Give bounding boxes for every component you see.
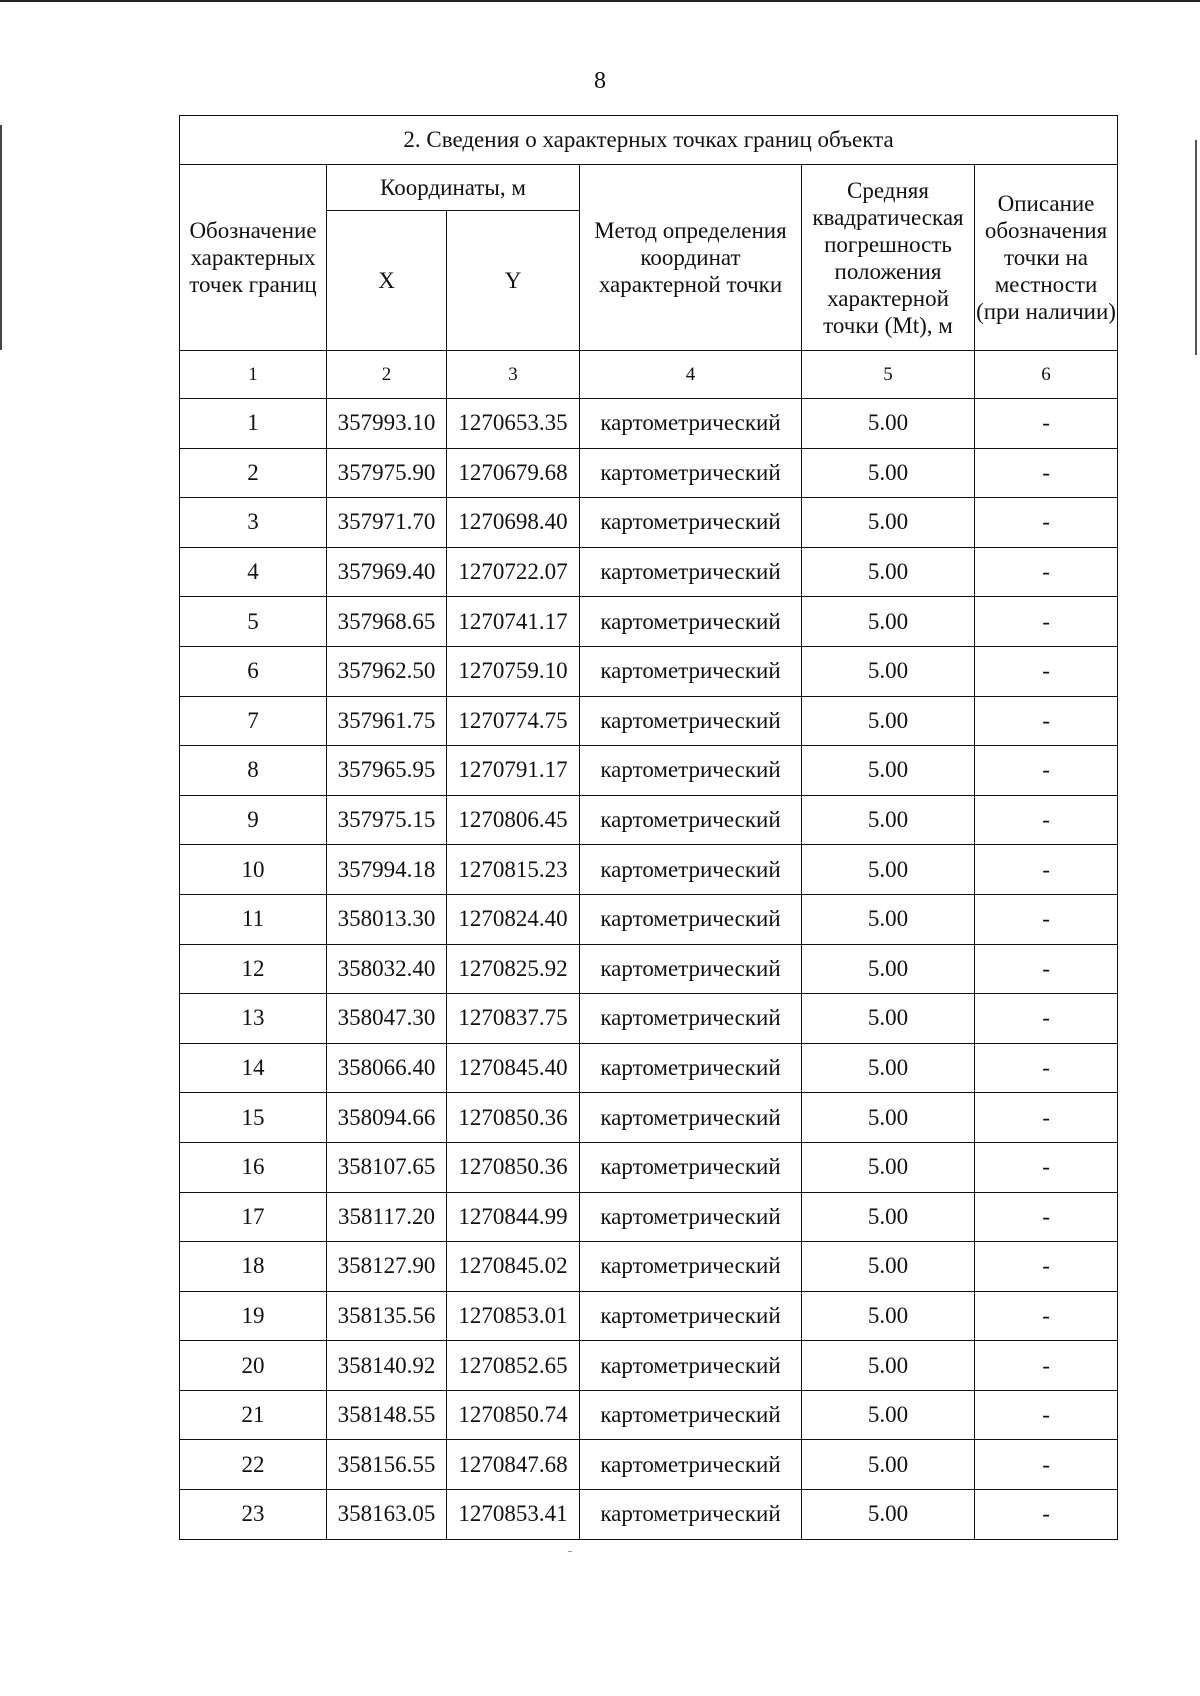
cell-description: -	[975, 845, 1118, 895]
cell-point-number: 19	[180, 1291, 327, 1341]
table-row	[180, 696, 1118, 746]
cell-method: картометрический	[580, 994, 802, 1044]
cell-mt: 5.00	[802, 1043, 975, 1093]
cell-description: -	[975, 894, 1118, 944]
cell-point-number: 22	[180, 1440, 327, 1490]
cell-mt: 5.00	[802, 1142, 975, 1192]
cell-mt: 5.00	[802, 1242, 975, 1292]
cell-y: 1270852.65	[447, 1341, 580, 1391]
cell-x: 358047.30	[327, 994, 447, 1044]
table-row	[180, 1093, 1118, 1143]
cell-x: 358094.66	[327, 1093, 447, 1143]
cell-x: 358127.90	[327, 1242, 447, 1292]
cell-x: 357969.40	[327, 547, 447, 597]
cell-point-number: 6	[180, 646, 327, 696]
cell-y: 1270824.40	[447, 894, 580, 944]
column-number: 2	[327, 351, 447, 399]
cell-mt: 5.00	[802, 547, 975, 597]
cell-point-number: 14	[180, 1043, 327, 1093]
cell-description: -	[975, 696, 1118, 746]
cell-mt: 5.00	[802, 1341, 975, 1391]
cell-point-number: 18	[180, 1242, 327, 1292]
cell-method: картометрический	[580, 944, 802, 994]
cell-x: 358032.40	[327, 944, 447, 994]
cell-point-number: 11	[180, 894, 327, 944]
cell-description: -	[975, 1291, 1118, 1341]
table-row	[180, 1192, 1118, 1242]
scan-left-mark	[0, 125, 2, 350]
cell-method: картометрический	[580, 399, 802, 449]
column-number: 3	[447, 351, 580, 399]
cell-method: картометрический	[580, 448, 802, 498]
cell-y: 1270850.74	[447, 1390, 580, 1440]
cell-x: 358140.92	[327, 1341, 447, 1391]
cell-y: 1270853.41	[447, 1490, 580, 1540]
cell-description: -	[975, 1390, 1118, 1440]
cell-description: -	[975, 498, 1118, 548]
cell-description: -	[975, 1440, 1118, 1490]
cell-point-number: 10	[180, 845, 327, 895]
boundary-points-table	[179, 115, 1118, 1540]
cell-method: картометрический	[580, 746, 802, 796]
cell-y: 1270845.02	[447, 1242, 580, 1292]
table-row	[180, 944, 1118, 994]
cell-method: картометрический	[580, 1192, 802, 1242]
cell-method: картометрический	[580, 845, 802, 895]
cell-point-number: 20	[180, 1341, 327, 1391]
cell-x: 358156.55	[327, 1440, 447, 1490]
column-number: 1	[180, 351, 327, 399]
cell-description: -	[975, 399, 1118, 449]
cell-description: -	[975, 646, 1118, 696]
cell-y: 1270653.35	[447, 399, 580, 449]
cell-point-number: 16	[180, 1142, 327, 1192]
cell-mt: 5.00	[802, 894, 975, 944]
cell-description: -	[975, 944, 1118, 994]
cell-y: 1270847.68	[447, 1440, 580, 1490]
cell-method: картометрический	[580, 646, 802, 696]
cell-description: -	[975, 1043, 1118, 1093]
cell-x: 358117.20	[327, 1192, 447, 1242]
scan-right-mark	[1195, 140, 1197, 355]
cell-description: -	[975, 547, 1118, 597]
column-number: 4	[580, 351, 802, 399]
cell-mt: 5.00	[802, 399, 975, 449]
cell-mt: 5.00	[802, 448, 975, 498]
cell-x: 357975.15	[327, 795, 447, 845]
cell-description: -	[975, 746, 1118, 796]
cell-point-number: 23	[180, 1490, 327, 1540]
cell-y: 1270845.40	[447, 1043, 580, 1093]
cell-mt: 5.00	[802, 746, 975, 796]
cell-mt: 5.00	[802, 1440, 975, 1490]
cell-method: картометрический	[580, 795, 802, 845]
cell-mt: 5.00	[802, 845, 975, 895]
table-row	[180, 597, 1118, 647]
cell-description: -	[975, 1093, 1118, 1143]
cell-y: 1270722.07	[447, 547, 580, 597]
cell-y: 1270850.36	[447, 1093, 580, 1143]
cell-y: 1270759.10	[447, 646, 580, 696]
cell-x: 357993.10	[327, 399, 447, 449]
cell-method: картометрический	[580, 1440, 802, 1490]
table-row	[180, 1341, 1118, 1391]
cell-y: 1270825.92	[447, 944, 580, 994]
section-title: 2. Сведения о характерных точках границ объекта	[180, 116, 1118, 165]
cell-description: -	[975, 795, 1118, 845]
cell-x: 357965.95	[327, 746, 447, 796]
cell-point-number: 17	[180, 1192, 327, 1242]
header-error: Средняя квадратическая погрешность положения характерной точки (Mt), м	[802, 165, 975, 351]
header-method: Метод определения координат характерной точки	[580, 165, 802, 351]
header-x: X	[327, 211, 447, 351]
cell-y: 1270837.75	[447, 994, 580, 1044]
cell-x: 357961.75	[327, 696, 447, 746]
cell-description: -	[975, 448, 1118, 498]
header-description: Описание обозначения точки на местности (при наличии)	[975, 165, 1118, 351]
cell-mt: 5.00	[802, 994, 975, 1044]
cell-point-number: 5	[180, 597, 327, 647]
column-number: 5	[802, 351, 975, 399]
table-row	[180, 547, 1118, 597]
cell-point-number: 15	[180, 1093, 327, 1143]
table-row	[180, 1440, 1118, 1490]
cell-point-number: 21	[180, 1390, 327, 1440]
cell-method: картометрический	[580, 894, 802, 944]
cell-mt: 5.00	[802, 795, 975, 845]
cell-point-number: 7	[180, 696, 327, 746]
column-number: 6	[975, 351, 1118, 399]
cell-x: 358135.56	[327, 1291, 447, 1341]
cell-method: картометрический	[580, 597, 802, 647]
cell-point-number: 12	[180, 944, 327, 994]
cell-y: 1270815.23	[447, 845, 580, 895]
cell-mt: 5.00	[802, 1490, 975, 1540]
cell-x: 358107.65	[327, 1142, 447, 1192]
cell-x: 358163.05	[327, 1490, 447, 1540]
table-row	[180, 1390, 1118, 1440]
table-row	[180, 894, 1118, 944]
cell-method: картометрический	[580, 1093, 802, 1143]
cell-method: картометрический	[580, 547, 802, 597]
cell-mt: 5.00	[802, 498, 975, 548]
cell-description: -	[975, 1192, 1118, 1242]
cell-x: 357968.65	[327, 597, 447, 647]
cell-point-number: 4	[180, 547, 327, 597]
cell-y: 1270844.99	[447, 1192, 580, 1242]
cell-y: 1270679.68	[447, 448, 580, 498]
table-row	[180, 845, 1118, 895]
cell-description: -	[975, 1341, 1118, 1391]
cell-x: 357975.90	[327, 448, 447, 498]
table-row	[180, 448, 1118, 498]
table-row	[180, 1490, 1118, 1540]
cell-y: 1270698.40	[447, 498, 580, 548]
cell-method: картометрический	[580, 1291, 802, 1341]
table-row	[180, 1291, 1118, 1341]
cell-description: -	[975, 597, 1118, 647]
cell-y: 1270850.36	[447, 1142, 580, 1192]
cell-y: 1270774.75	[447, 696, 580, 746]
cell-point-number: 1	[180, 399, 327, 449]
page-number: 8	[594, 68, 606, 94]
cell-y: 1270741.17	[447, 597, 580, 647]
cell-mt: 5.00	[802, 1390, 975, 1440]
table-row	[180, 399, 1118, 449]
cell-point-number: 8	[180, 746, 327, 796]
cell-mt: 5.00	[802, 1192, 975, 1242]
column-number-row	[180, 351, 1118, 399]
cell-point-number: 9	[180, 795, 327, 845]
table-row	[180, 646, 1118, 696]
table-row	[180, 498, 1118, 548]
scan-top-edge	[0, 0, 1200, 2]
cell-x: 358066.40	[327, 1043, 447, 1093]
header-point-designation: Обозначение характерных точек границ	[180, 165, 327, 351]
cell-x: 357962.50	[327, 646, 447, 696]
cell-mt: 5.00	[802, 646, 975, 696]
cell-method: картометрический	[580, 1490, 802, 1540]
cell-x: 358013.30	[327, 894, 447, 944]
cell-x: 358148.55	[327, 1390, 447, 1440]
cell-description: -	[975, 1490, 1118, 1540]
cell-mt: 5.00	[802, 1093, 975, 1143]
cell-y: 1270853.01	[447, 1291, 580, 1341]
cell-method: картометрический	[580, 498, 802, 548]
table-row	[180, 795, 1118, 845]
cell-method: картометрический	[580, 1142, 802, 1192]
cell-method: картометрический	[580, 1242, 802, 1292]
cell-method: картометрический	[580, 1043, 802, 1093]
table-row	[180, 1242, 1118, 1292]
cell-method: картометрический	[580, 1341, 802, 1391]
cell-point-number: 13	[180, 994, 327, 1044]
header-y: Y	[447, 211, 580, 351]
cell-point-number: 2	[180, 448, 327, 498]
scan-artifact	[568, 1551, 572, 1552]
cell-mt: 5.00	[802, 944, 975, 994]
cell-x: 357971.70	[327, 498, 447, 548]
header-coordinates: Координаты, м	[327, 165, 580, 211]
table-row	[180, 1142, 1118, 1192]
cell-point-number: 3	[180, 498, 327, 548]
cell-mt: 5.00	[802, 597, 975, 647]
cell-x: 357994.18	[327, 845, 447, 895]
cell-description: -	[975, 1142, 1118, 1192]
cell-mt: 5.00	[802, 696, 975, 746]
cell-method: картометрический	[580, 1390, 802, 1440]
cell-mt: 5.00	[802, 1291, 975, 1341]
cell-method: картометрический	[580, 696, 802, 746]
cell-description: -	[975, 1242, 1118, 1292]
cell-y: 1270791.17	[447, 746, 580, 796]
cell-description: -	[975, 994, 1118, 1044]
table-row	[180, 1043, 1118, 1093]
table-row	[180, 994, 1118, 1044]
table-row	[180, 746, 1118, 796]
cell-y: 1270806.45	[447, 795, 580, 845]
